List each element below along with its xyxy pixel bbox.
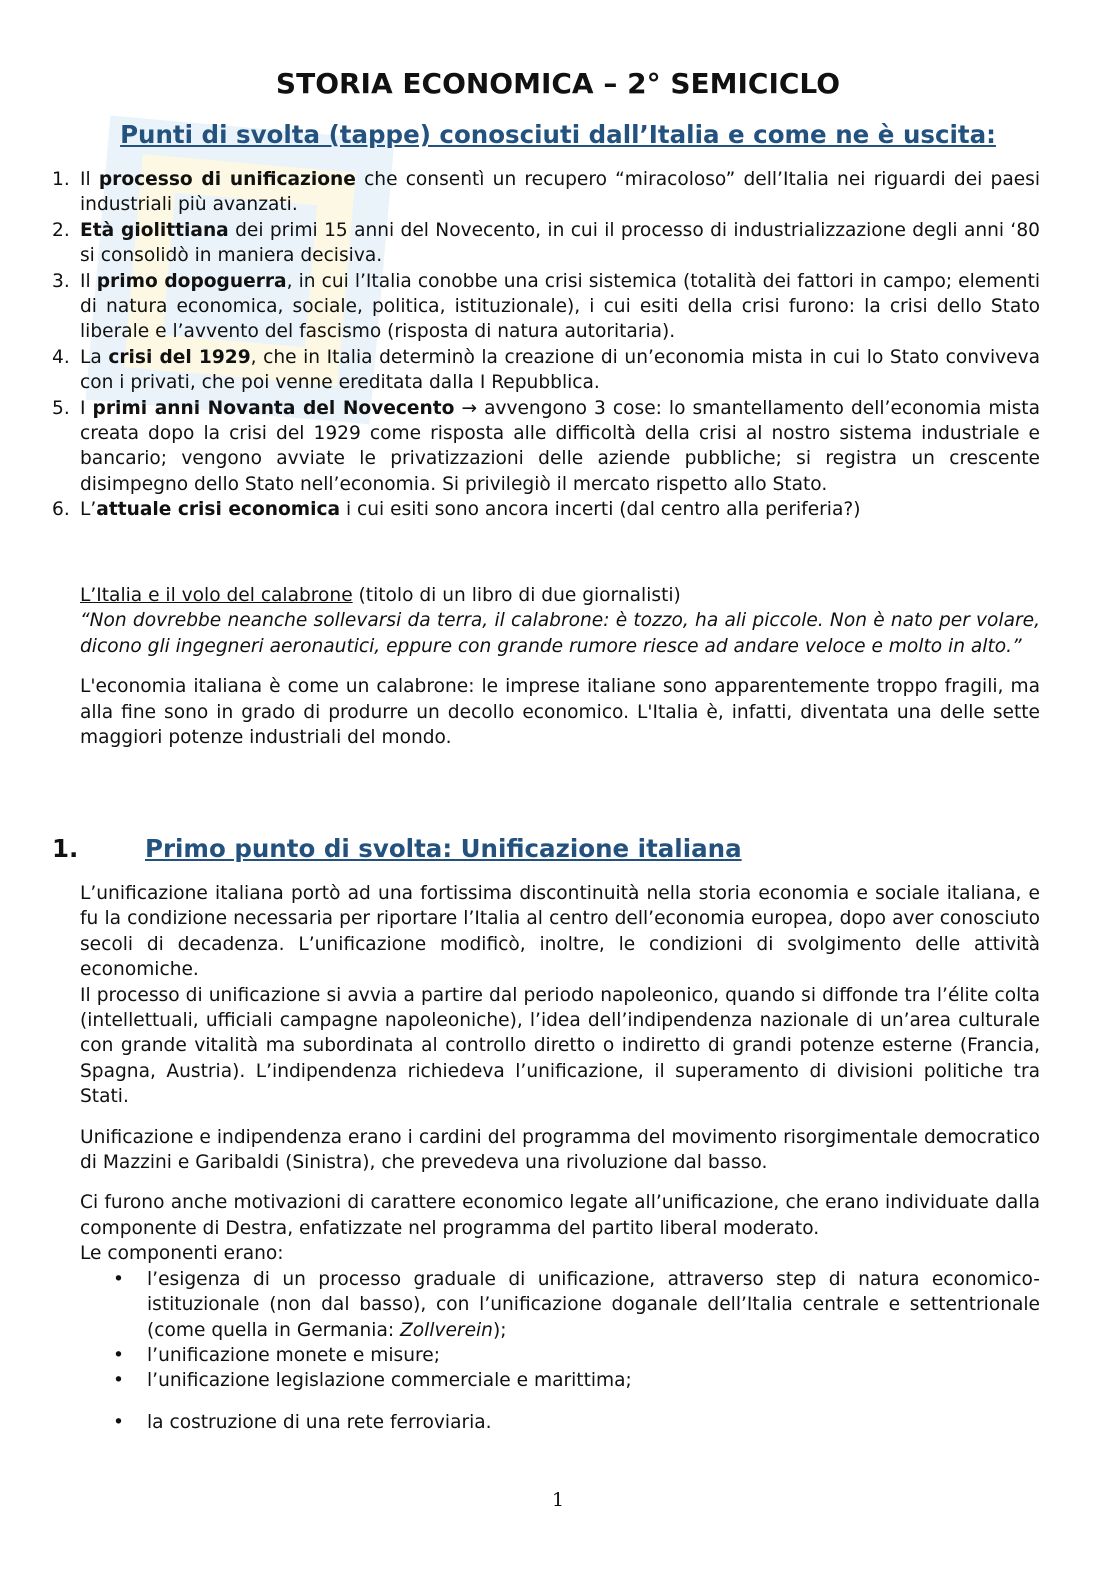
list-item: 3. Il primo dopoguerra, in cui l’Italia conobbe una crisi sistemica (totalità dei fattori in campo; elementi di natura economica, sociale, politica, istituzionale), i cui esiti della crisi furono: la crisi dello Stato liberale e l’avvento del fascismo (risposta di natura autoritaria). [52,270,1041,343]
paragraph: Ci furono anche motivazioni di carattere economico legate all’unificazione, che erano individuate dalla componente di Destra, enfatizzate nel programma del partito liberal moderato. [80,1192,1040,1239]
bullet-icon: • [113,1268,124,1290]
calabrone-block [80,583,1040,750]
paragraph: Unificazione e indipendenza erano i cardini del programma del movimento risorgimentale democratico di Mazzini e Garibaldi (Sinistra), che prevedeva una rivoluzione dal basso. [80,1126,1040,1174]
section-number: 1. [52,834,79,863]
comment-paragraph: L'economia italiana è come un calabrone: le imprese italiane sono apparentemente troppo fragili, ma alla fine sono in grado di produrre un decollo economico. L'Italia è, infatti, diventata una delle sette maggiori potenze industriali del mondo. [80,676,1040,749]
list-item: 4. La crisi del 1929, che in Italia determinò la creazione di un’economia mista in cui lo Stato conviveva con i privati, che poi venne ereditata dalla I Repubblica. [52,346,1041,394]
paragraph: Le componenti erano: [80,1243,284,1265]
bullet-icon: • [113,1370,124,1392]
list-item: • l’unificazione legislazione commerciale e marittima; [80,1368,1040,1393]
paragraph: L’unificazione italiana portò ad una fortissima discontinuità nella storia economia e sociale italiana, e fu la condizione necessaria per riportare l’Italia al centro dell’economia europea, dopo aver conosciuto secoli di decadenza. L’unificazione modificò, inoltre, le condizioni di svolgimento delle attività economiche. [80,883,1040,981]
list-item: 2. Età giolittiana dei primi 15 anni del Novecento, in cui il processo di industrializzazione degli anni ‘80 si consolidò in maniera decisiva. [52,219,1040,267]
list-item: 5. I primi anni Novanta del Novecento → avvengono 3 cose: lo smantellamento dell’economia mista creata dopo la crisi del 1929 come risposta alle difficoltà della crisi al nostro sistema industriale e bancario; vengono avviate le privatizzazioni delle aziende pubbliche; si registra un crescente disimpegno dello Stato nell’economia. Si privilegiò il mercato rispetto allo Stato. [52,397,1040,495]
quote: “Non dovrebbe neanche sollevarsi da terra, il calabrone: è tozzo, ha ali piccole. Non è nato per volare, dicono gli ingegneri aeronautici, eppure con grande rumore riesce ad andare veloce e molto in alto.” [80,610,1040,657]
document-title: STORIA ECONOMICA – 2° SEMICICLO [275,67,841,100]
bullet-icon: • [113,1344,124,1366]
book-reference: L’Italia e il volo del calabrone (titolo di un libro di due giornalisti) [80,585,681,606]
components-list [80,1267,1040,1435]
turning-points-list [52,167,1041,523]
section1-body [80,881,1040,1435]
page-number: 1 [551,1489,565,1511]
list-item: • l’esigenza di un processo graduale di unificazione, attraverso step di natura economico-istituzionale (non dal basso), con l’unificazione doganale dell’Italia centrale e settentrionale (come quella in Germania: Zollverein); [113,1268,1040,1341]
document-subtitle: Punti di svolta (tappe) conosciuti dall’Italia e come ne è uscita: [120,120,996,149]
list-item: 6. L’attuale crisi economica i cui esiti sono ancora incerti (dal centro alla periferia?) [52,499,861,521]
section-heading [52,832,742,866]
list-item: • la costruzione di una rete ferroviaria. [80,1410,1040,1435]
list-item: • l’unificazione monete e misure; [80,1343,1040,1368]
section-title: Primo punto di svolta: Unificazione italiana [145,834,742,863]
bullet-icon: • [113,1411,124,1433]
paragraph: Il processo di unificazione si avvia a partire dal periodo napoleonico, quando si diffonde tra l’élite colta (intellettuali, ufficiali campagne napoleoniche), l’idea dell’indipendenza nazionale di un’area culturale con grande vitalità ma subordinata al controllo diretto o indiretto di grandi potenze esterne (Francia, Spagna, Austria). L’indipendenza richiedeva l’unificazione, il superamento di divisioni politiche tra Stati. [80,984,1040,1108]
list-item: 1. Il processo di unificazione che consentì un recupero “miracoloso” dell’Italia nei riguardi dei paesi industriali più avanzati. [52,169,1040,216]
